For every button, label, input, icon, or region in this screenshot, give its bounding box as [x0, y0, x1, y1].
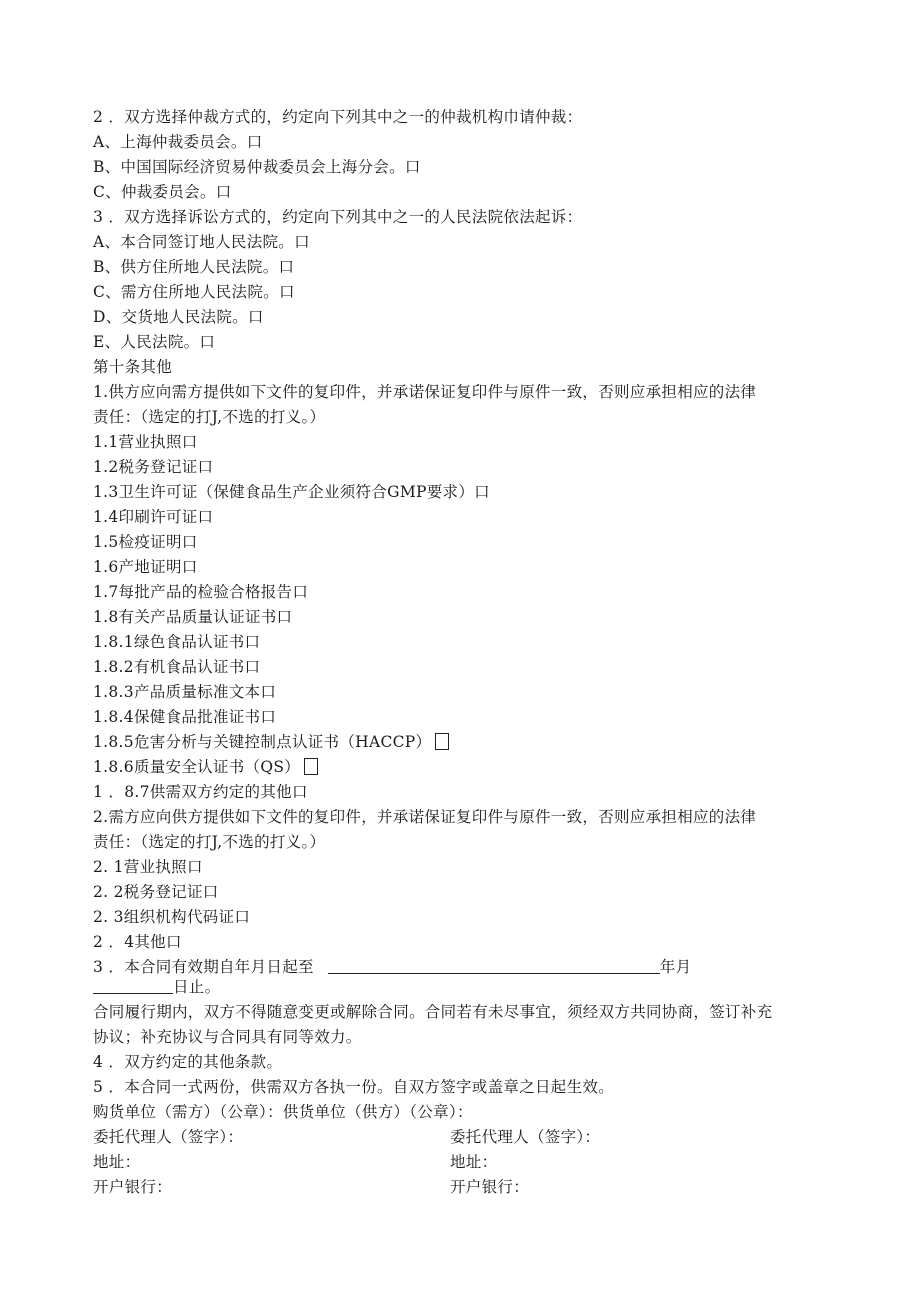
validity-clause-end: [93, 977, 220, 997]
validity-end-text: 日止。: [173, 978, 221, 996]
seller-bank-label: 开户银行：: [450, 1178, 530, 1196]
option-line: A、上海仲裁委员会。口: [93, 133, 263, 151]
list-item: 1.8.2有机食品认证书口: [93, 658, 261, 676]
buyer-agent-label: 委托代理人（签字）：: [93, 1128, 244, 1146]
paragraph-line: 4 ．双方约定的其他条款。: [93, 1053, 283, 1071]
list-item: 1.8.3产品质量标准文本口: [93, 683, 277, 701]
blank-field[interactable]: [328, 957, 660, 974]
list-item: 1.2税务登记证口: [93, 458, 214, 476]
list-item: 2. 2税务登记证口: [93, 883, 219, 901]
list-item: 1.8.1绿色食品认证书口: [93, 633, 261, 651]
option-line: B、供方住所地人民法院。口: [93, 258, 295, 276]
buyer-address-label: 地址：: [93, 1153, 141, 1171]
list-item: 2 ．4其他口: [93, 933, 182, 951]
list-item: 1.8.4保健食品批准证书口: [93, 708, 277, 726]
paragraph-line: 责任：（选定的打J,不选的打义。）: [93, 833, 326, 851]
list-item-text: 1.8.6质量安全认证书（QS）: [93, 758, 301, 776]
paragraph-line: 协议；补充协议与合同具有同等效力。: [93, 1028, 362, 1046]
option-line: C、仲裁委员会。口: [93, 183, 232, 201]
list-item: 1.4印刷许可证口: [93, 508, 214, 526]
validity-text: 3 ．本合同有效期自年月日起至: [93, 958, 314, 976]
buyer-bank-label: 开户银行：: [93, 1178, 173, 1196]
list-item: 1.6产地证明口: [93, 558, 198, 576]
blank-field[interactable]: [93, 977, 173, 994]
paragraph-line: 2.需方应向供方提供如下文件的复印件，并承诺保证复印件与原件一致，否则应承担相应的法律: [93, 808, 757, 826]
list-item-with-box: [93, 732, 449, 752]
checkbox[interactable]: [304, 758, 318, 775]
list-item: 1.1营业执照口: [93, 433, 198, 451]
option-line: A、本合同签订地人民法院。口: [93, 233, 310, 251]
option-line: C、需方住所地人民法院。口: [93, 283, 295, 301]
party-heading: 购货单位（需方）（公章）：供货单位（供方）（公章）：: [93, 1103, 473, 1121]
clause-arbitration: 2 ．双方选择仲裁方式的，约定向下列其中之一的仲裁机构巾请仲裁：: [93, 108, 583, 126]
list-item: 1.8有关产品质量认证证书口: [93, 608, 293, 626]
paragraph-line: 1.供方应向需方提供如下文件的复印件，并承诺保证复印件与原件一致，否则应承担相应的法律: [93, 383, 757, 401]
validity-text-end: 年月: [659, 958, 692, 976]
paragraph-line: 责任：（选定的打J,不选的打义。）: [93, 408, 326, 426]
seller-address-label: 地址：: [450, 1153, 498, 1171]
option-line: D、交货地人民法院。口: [93, 308, 264, 326]
list-item: 1.3卫生许可证（保健食品生产企业须符合GMP要求）口: [93, 483, 490, 501]
list-item: 1 ．8.7供需双方约定的其他口: [93, 783, 308, 801]
list-item: 1.5检疫证明口: [93, 533, 198, 551]
checkbox[interactable]: [435, 733, 449, 750]
option-line: B、中国国际经济贸易仲裁委员会上海分会。口: [93, 158, 421, 176]
list-item-with-box: [93, 757, 318, 777]
list-item: 1.7每批产品的检验合格报告口: [93, 583, 309, 601]
seller-agent-label: 委托代理人（签字）：: [450, 1128, 601, 1146]
list-item-text: 1.8.5危害分析与关键控制点认证书（HACCP）: [93, 733, 432, 751]
paragraph-line: 5 ．本合同一式两份，供需双方各执一份。自双方签字或盖章之日起生效。: [93, 1078, 614, 1096]
section-heading: 第十条其他: [93, 358, 173, 376]
option-line: E、人民法院。口: [93, 333, 216, 351]
list-item: 2. 1营业执照口: [93, 858, 203, 876]
list-item: 2. 3组织机构代码证口: [93, 908, 251, 926]
clause-litigation: 3 ．双方选择诉讼方式的，约定向下列其中之一的人民法院依法起诉：: [93, 208, 583, 226]
paragraph-line: 合同履行期内，双方不得随意变更或解除合同。合同若有未尽事宜，须经双方共同协商，签订补充: [93, 1003, 773, 1021]
validity-clause: [93, 957, 691, 977]
